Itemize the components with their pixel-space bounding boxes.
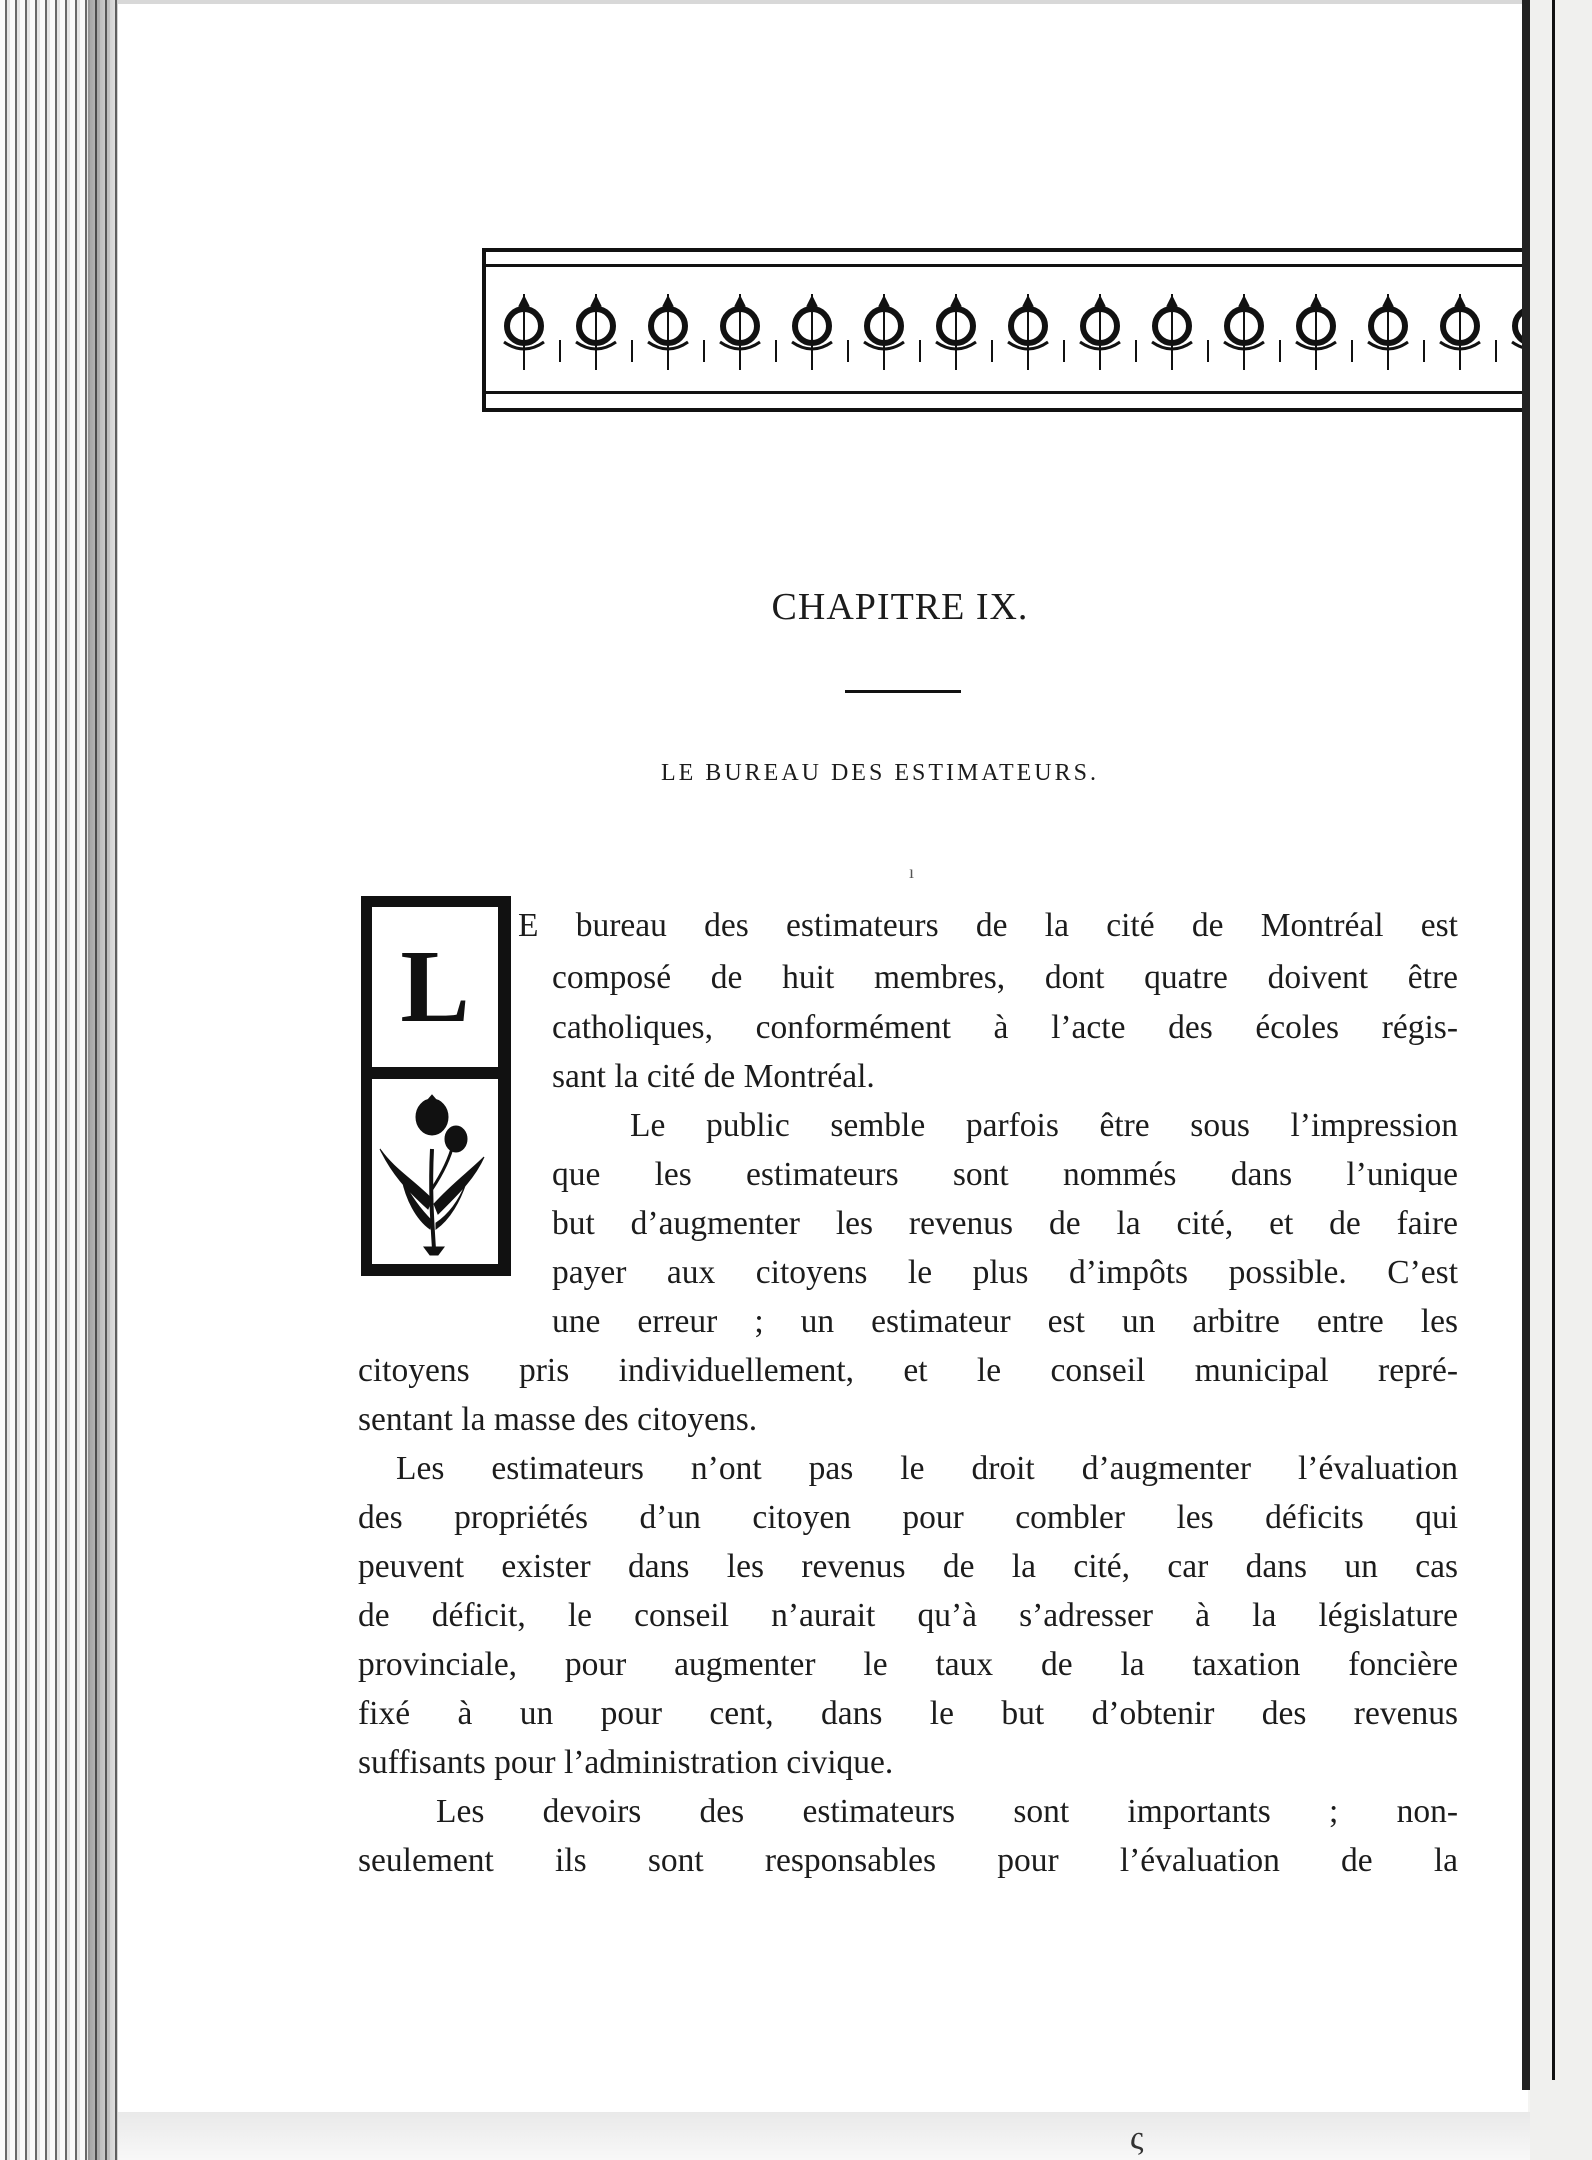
text-line: sant la cité de Montréal. — [552, 1058, 875, 1095]
text-line: provinciale, pour augmenter le taux de la taxation foncière — [358, 1646, 1458, 1683]
flower-ornament-icon — [372, 1079, 498, 1264]
wreath-icon — [1368, 294, 1424, 370]
page-bottom-fold — [118, 2112, 1530, 2160]
text-line: suffisants pour l’administration civique. — [358, 1744, 894, 1781]
drop-cap-ornament-box — [372, 1079, 498, 1264]
text-line: Les estimateurs n’ont pas le droit d’augmenter l’évaluation — [396, 1450, 1458, 1487]
wreath-icon — [1080, 294, 1136, 370]
text-line: de déficit, le conseil n’aurait qu’à s’adresser à la législature — [358, 1597, 1458, 1634]
ink-speck: ı — [909, 862, 915, 882]
facing-page-strip — [1530, 0, 1592, 2160]
text-line: des propriétés d’un citoyen pour combler les déficits qui — [358, 1499, 1458, 1536]
text-line: citoyens pris individuellement, et le conseil municipal repré- — [358, 1352, 1458, 1389]
text-line: composé de huit membres, dont quatre doivent être — [552, 959, 1458, 996]
wreath-icon — [1224, 294, 1280, 370]
wreath-icon — [576, 294, 632, 370]
title-rule — [845, 690, 961, 693]
wreath-icon — [792, 294, 848, 370]
drop-cap-letter-box — [372, 907, 498, 1067]
text-line: Les devoirs des estimateurs sont importants ; non- — [436, 1793, 1458, 1830]
wreath-icon — [936, 294, 992, 370]
drop-cap-letter: L — [400, 929, 470, 1044]
text-line: sentant la masse des citoyens. — [358, 1401, 758, 1438]
text-line: une erreur ; un estimateur est un arbitre entre les — [552, 1303, 1458, 1340]
section-title: LE BUREAU DES ESTIMATEURS. — [660, 760, 1099, 786]
text-line: but d’augmenter les revenus de la cité, et de faire — [552, 1205, 1458, 1242]
headband-rule-top — [486, 264, 1572, 267]
wreath-icon — [1440, 294, 1496, 370]
garland-ornament-icon — [494, 292, 1568, 376]
wreath-icon — [1296, 294, 1352, 370]
decorative-headband — [482, 248, 1576, 412]
wreath-icon — [648, 294, 704, 370]
wreath-icon — [1008, 294, 1064, 370]
wreath-icon — [1152, 294, 1208, 370]
wreath-icon — [864, 294, 920, 370]
text-line: Le public semble parfois être sous l’impression — [630, 1107, 1458, 1144]
text-line: peuvent exister dans les revenus de la cité, car dans un cas — [358, 1548, 1458, 1585]
drop-cap — [361, 896, 511, 1276]
text-line: catholiques, conformément à l’acte des écoles régis- — [552, 1009, 1458, 1046]
text-line: que les estimateurs sont nommés dans l’unique — [552, 1156, 1458, 1193]
text-line: seulement ils sont responsables pour l’évaluation de la — [358, 1842, 1458, 1879]
wreath-icon — [720, 294, 776, 370]
chapter-title: CHAPITRE IX. — [771, 586, 1029, 628]
text-line: E bureau des estimateurs de la cité de Montréal est — [518, 907, 1458, 944]
text-line: payer aux citoyens le plus d’impôts possible. C’est — [552, 1254, 1458, 1291]
text-line: fixé à un pour cent, dans le but d’obtenir des revenus — [358, 1695, 1458, 1732]
wreath-icon — [504, 294, 560, 370]
page-right-edge — [1522, 0, 1530, 2090]
headband-rule-bottom — [486, 391, 1572, 394]
bottom-scan-mark: ς — [1130, 2120, 1144, 2157]
